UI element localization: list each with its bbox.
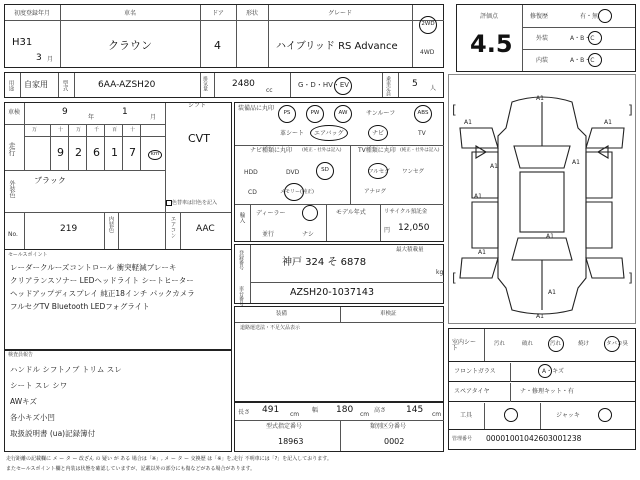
svg-text:A1: A1 <box>536 95 544 102</box>
equipment-row2-item: ナビ <box>372 130 385 137</box>
inspector-note-line: 取扱説明書 (ua)記録簿付 <box>10 429 96 438</box>
aircon-value: AAC <box>196 224 215 234</box>
grade-value: ハイブリッド RS Advance <box>276 41 398 52</box>
equipment-row2-circle <box>368 125 388 141</box>
equipment-row2-item: エアバッグ <box>314 130 344 137</box>
inspector-header: 検査員報告 <box>8 352 34 358</box>
tv-oneseg: ワンセグ <box>402 169 425 175</box>
equipment-label: 装備品に丸印 <box>238 105 275 112</box>
type-row <box>4 72 444 98</box>
recycle-yen: 円 <box>384 227 391 234</box>
height-value: 145 <box>406 405 424 415</box>
admin-label: 管理番号 <box>452 436 473 442</box>
equipment-abs-circle: ABS <box>414 105 432 123</box>
mileage-digit: 1 <box>111 146 118 159</box>
glass-label: フロントガラス <box>454 368 496 375</box>
mileage-digit-label: 十 <box>58 127 64 133</box>
equipment-sunroof-label: サンルーフ <box>366 110 396 117</box>
interior-label: 内装 <box>536 57 549 64</box>
equip-notes-sub: 道路運送法・不足欠品表示 <box>240 325 301 331</box>
recycle-label: リサイクル預託金 <box>384 209 428 215</box>
door-label: ドア <box>212 10 224 17</box>
class-label: 類別区分番号 <box>370 423 407 430</box>
mileage-digit: 9 <box>57 146 64 159</box>
disp-label: 排気量 <box>202 76 208 91</box>
spare-label: スペアタイヤ <box>454 388 490 395</box>
inspector-note-line: シート スレ シワ <box>10 381 68 390</box>
repair-selected-circle <box>598 9 612 23</box>
first-reg-month: 3 <box>36 53 42 63</box>
equipment-row2-circle <box>310 125 348 141</box>
shape-label: 形状 <box>245 10 258 17</box>
inspection-label: 車検 <box>8 109 21 116</box>
interior-selected-circle <box>588 53 602 67</box>
equipment-notes-block <box>234 306 444 402</box>
seat-option: 汚れ <box>494 341 506 347</box>
disp-value: 2480 <box>232 79 255 89</box>
navi-dvd: DVD <box>286 169 300 176</box>
score-label: 評価点 <box>480 13 499 20</box>
color-check <box>166 200 172 206</box>
first-reg-label: 初度登録年月 <box>13 10 50 17</box>
equipment-row2-item: TV <box>418 130 426 137</box>
parallel-label: 並行 <box>262 231 275 238</box>
kg-label: kg <box>436 269 444 276</box>
svg-text:A1: A1 <box>536 313 544 318</box>
seat-option: 焼け <box>578 341 590 347</box>
svg-text:A1: A1 <box>604 119 612 126</box>
navi-hdd: HDD <box>244 169 258 176</box>
dealer-circle <box>302 205 318 221</box>
bracket-tl: [ <box>452 103 457 117</box>
svg-text:A1: A1 <box>464 119 472 126</box>
door-value: 4 <box>214 39 221 52</box>
mileage-digit: 6 <box>93 146 100 159</box>
plate-label: 登録番号 <box>238 250 244 270</box>
navi-sub: (純正・社外は記入) <box>302 148 342 153</box>
mileage-digit-label: 千 <box>94 127 100 133</box>
inner-label: 内装色 <box>107 216 114 233</box>
svg-text:A1: A1 <box>478 249 486 256</box>
selling-point-line: クリアランスソナー LEDヘッドライト シートヒーター <box>10 276 194 285</box>
mileage-digit-label: 十 <box>130 127 136 133</box>
spare-options: ナ・修理キット・有 <box>520 388 574 395</box>
type-label: 型式 <box>61 80 68 91</box>
bracket-tr: ] <box>628 103 633 117</box>
interior-scale: A・B・C <box>570 57 595 64</box>
tv-label: TV種類に丸印 <box>358 147 396 154</box>
seat-label: 室内シート <box>452 339 477 352</box>
grade-label: グレード <box>327 10 352 17</box>
inspection-year-unit: 年 <box>88 114 95 121</box>
svg-text:A1: A1 <box>474 193 482 200</box>
inspector-note-line: ハンドル シフトノブ トリム スレ <box>10 365 122 374</box>
height-label: 高さ <box>374 407 387 414</box>
dealer-label: ディーラー <box>256 210 286 217</box>
type-designation-value: 18963 <box>278 437 304 446</box>
dealer-import-label: 輸入 <box>238 212 245 223</box>
equipment-pw-circle: PW <box>306 105 324 123</box>
fuel-hv-circle <box>334 77 352 95</box>
footnote-line2: またセールスポイント欄と内装は状態を確認していますが、記載以外の部分にも傷などがある場合があります。 <box>6 466 256 472</box>
chassis-label: 車台番号 <box>238 286 244 306</box>
length-label: 長さ <box>238 409 251 416</box>
tv-fullseg: フルセグ <box>368 169 390 175</box>
inspection-month-unit: 月 <box>150 114 157 121</box>
fuel-label: G・D・HV・EV <box>298 81 350 89</box>
aircon-label: エアコン <box>169 216 176 238</box>
mileage-digit-label: 万 <box>76 127 82 133</box>
shift-label: シフト <box>188 102 207 109</box>
recycle-value: 12,050 <box>398 223 430 233</box>
selling-points-header: セールスポイント <box>8 252 48 258</box>
jack-label: ジャッキ <box>556 412 580 419</box>
equipment-aw-circle: AW <box>334 105 352 123</box>
mileage-unit-circle: km <box>148 150 162 160</box>
repair-options: 有・無 <box>580 13 599 20</box>
tv-sub: (純正・社外は記入) <box>400 148 440 153</box>
admin-value: 000010010426030012​38 <box>486 434 582 443</box>
inspector-note-line: 各小キズ小凹 <box>10 413 55 422</box>
tools-selected-circle <box>504 408 518 422</box>
cap-unit: 人 <box>430 85 437 92</box>
jack-selected-circle <box>598 408 612 422</box>
svg-text:A1: A1 <box>572 159 580 166</box>
no-label: No. <box>8 231 18 238</box>
model-value: クラウン <box>108 39 152 52</box>
svg-text:A1: A1 <box>490 163 498 170</box>
footnote-line1: 走行距離の記載欄に メ ー タ ー 改ざん の 疑い が ある 場合は「※」, メ ー タ ー 交換歴 は「※」を,走行 不明車には「?」を記入しております。 <box>6 456 332 462</box>
seat-option: タバコ臭 <box>606 341 628 347</box>
cap-value: 5 <box>412 79 418 89</box>
exterior-label: 外装 <box>536 35 549 42</box>
parallel-value: ナシ <box>302 231 314 238</box>
length-unit: cm <box>290 411 300 418</box>
mileage-digit-label: 百 <box>112 127 118 133</box>
color-label: 外装色 <box>8 180 15 198</box>
selling-point-line: フルセグTV Bluetooth LEDフォグライト <box>10 302 150 311</box>
equip-notes-header2: 車検証 <box>380 311 397 317</box>
selling-point-line: レーダークルーズコントロール 衝突軽減ブレーキ <box>10 263 177 272</box>
mileage-digit: 7 <box>129 146 136 159</box>
shift-value: CVT <box>188 132 210 145</box>
mileage-digit-label: 万 <box>32 127 38 133</box>
navi-memory: メモリー(純正) <box>280 189 314 195</box>
use-label: 用途 <box>7 80 14 91</box>
color-value: ブラック <box>34 176 66 185</box>
svg-text:A1: A1 <box>546 233 554 240</box>
cc-label: cc <box>266 87 273 94</box>
tv-analog: アナログ <box>364 189 387 195</box>
seat-option: 破れ <box>522 341 534 347</box>
exterior-scale: A・B・C <box>570 35 595 42</box>
bracket-br: ] <box>628 271 633 285</box>
max-load-label: 最大積載量 <box>396 247 424 253</box>
svg-text:A1: A1 <box>548 289 556 296</box>
navi-sd-circle: SD <box>316 162 334 180</box>
score-value: 4.5 <box>470 30 513 58</box>
plate-value: 神戸 324 そ 6878 <box>282 257 367 268</box>
first-reg-value: H31 <box>12 37 33 48</box>
cap-label: 乗車定員 <box>385 76 391 96</box>
type-value: 6AA-AZSH20 <box>98 80 156 90</box>
type-designation-label: 型式指定番号 <box>266 423 303 430</box>
mileage-digit: 2 <box>75 146 82 159</box>
seat-ring-2 <box>604 336 620 352</box>
exterior-selected-circle <box>588 31 602 45</box>
navi-cd: CD <box>248 189 257 196</box>
seat-ring-1 <box>548 336 564 352</box>
twowd-circle: 2WD <box>419 16 437 34</box>
repair-label: 修復歴 <box>530 13 549 20</box>
fourwd-label: 4WD <box>420 49 435 56</box>
seat-option: 汚れ <box>550 341 562 347</box>
model-year-label: モデル年式 <box>336 209 366 216</box>
use-value: 自家用 <box>24 80 48 89</box>
selling-point-line: ヘッドアップディスプレイ 純正18インチ パックカメラ <box>10 289 195 298</box>
mileage-label: 走行 <box>8 142 16 156</box>
length-value: 491 <box>262 405 280 415</box>
equipment-ps-circle: PS <box>278 105 296 123</box>
bracket-bl: [ <box>452 271 457 285</box>
model-label: 車名 <box>123 10 136 17</box>
tools-label: 工具 <box>460 412 473 419</box>
car-diagram <box>452 88 632 318</box>
navi-label: ナビ種類に丸印 <box>250 147 293 154</box>
inspector-note-line: AWキズ <box>10 397 37 406</box>
height-unit: cm <box>432 411 442 418</box>
glass-options: A・キズ <box>542 368 564 375</box>
width-unit: cm <box>360 411 370 418</box>
equipment-row2-item: 革シート <box>280 130 305 137</box>
width-label: 幅 <box>312 407 319 414</box>
inspection-year: 9 <box>62 107 68 117</box>
color-note: 色替車は旧色を記入 <box>172 200 218 206</box>
first-reg-month-label: 月 <box>47 56 54 63</box>
class-value: 0002 <box>384 437 405 446</box>
width-value: 180 <box>336 405 354 415</box>
equip-notes-header1: 装備 <box>276 311 288 317</box>
inspection-month: 1 <box>122 107 128 117</box>
chassis-value: AZSH20-1037143 <box>290 287 375 298</box>
no-value: 219 <box>60 224 78 234</box>
